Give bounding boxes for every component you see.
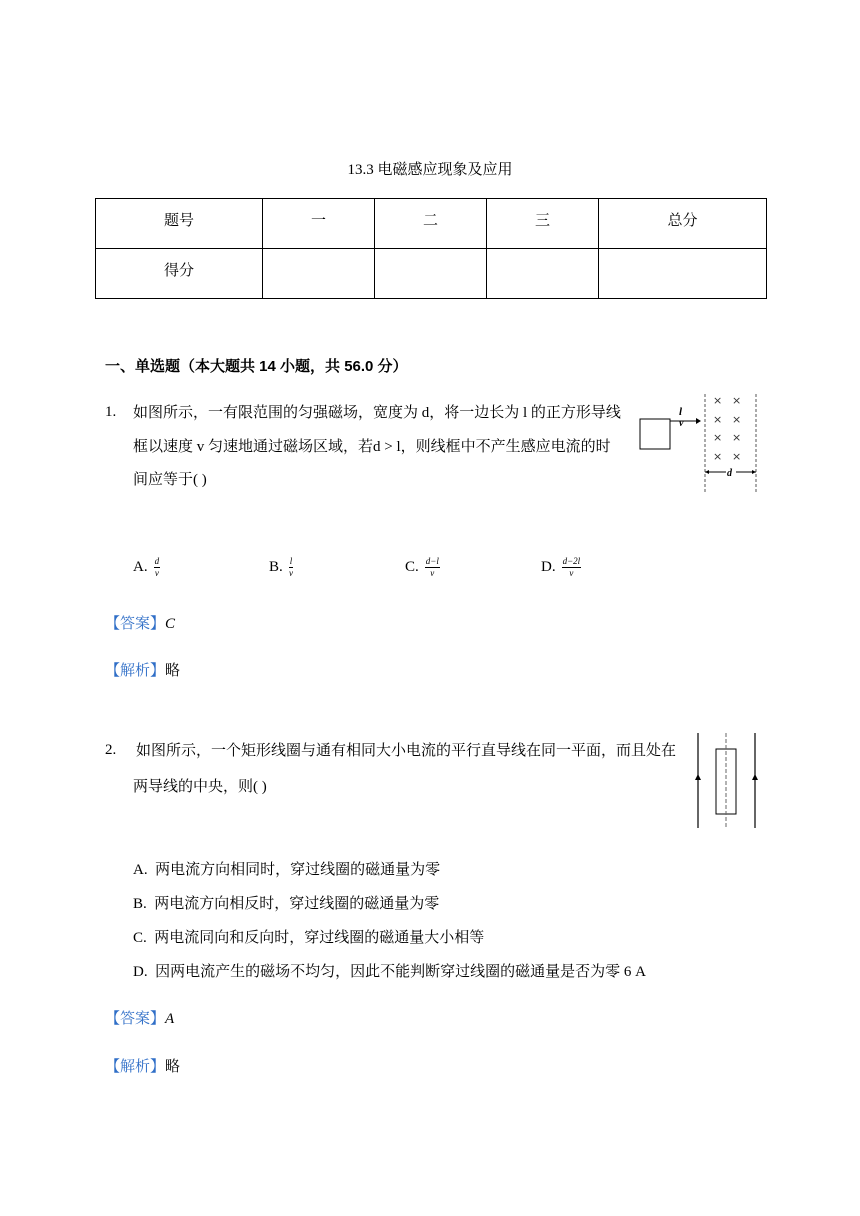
question-2-option-a (133, 858, 440, 879)
answer-label: 【答案】 (105, 616, 166, 632)
left-current-arrow (695, 774, 701, 780)
svg-text:×: × (732, 394, 742, 407)
svg-text:×: × (713, 394, 723, 407)
figure-label-d: d (727, 468, 732, 479)
question-2-line-1: 如图所示，一个矩形线圈与通有相同大小电流的平行直导线在同一平面，而且处在 (136, 743, 677, 759)
score-table-header-row (96, 199, 767, 249)
option-letter: B. (269, 558, 283, 575)
option-letter: C. (405, 558, 419, 575)
question-2-analysis (105, 1055, 180, 1076)
svg-text:×: × (713, 431, 723, 444)
score-header-cell: 一 (263, 199, 375, 249)
score-header-cell: 总分 (599, 199, 767, 249)
question-2-option-c (133, 926, 484, 947)
score-cell (599, 249, 767, 299)
figure-label-l: l (679, 406, 683, 418)
option-letter: C. (133, 930, 147, 946)
option-text: 两电流方向相反时，穿过线圈的磁通量为零 (154, 896, 440, 912)
question-1-line-1: 如图所示，一有限范围的匀强磁场，宽度为 d，将一边长为 l 的正方形导线 (133, 405, 621, 421)
analysis-text: 略 (165, 663, 181, 679)
option-fraction (154, 556, 161, 579)
width-arrow-right (752, 470, 756, 474)
fraction-numerator: d (154, 556, 160, 566)
right-current-arrow (752, 774, 758, 780)
question-1-option-d (541, 556, 581, 579)
question-1-analysis (105, 659, 180, 680)
page-title: 13.3 电磁感应现象及应用 (347, 162, 513, 178)
question-2-option-d (133, 960, 646, 981)
fraction-numerator: d−2l (562, 556, 581, 566)
option-text: 因两电流产生的磁场不均匀，因此不能判断穿过线圈的磁通量是否为零 6 A (155, 964, 646, 980)
svg-text:×: × (732, 413, 742, 426)
question-2-number: 2. (105, 742, 117, 758)
score-header-cell: 三 (487, 199, 599, 249)
score-cell (487, 249, 599, 299)
velocity-arrow-head (696, 418, 701, 424)
score-cell (375, 249, 487, 299)
question-1-number: 1. (105, 404, 117, 420)
width-arrow-left (705, 470, 709, 474)
fraction-denominator: v (569, 568, 574, 578)
answer-value: A (165, 1011, 175, 1027)
question-1-figure (630, 392, 760, 492)
svg-text:×: × (713, 450, 723, 463)
analysis-label: 【解析】 (105, 1059, 166, 1075)
fraction-numerator: l (289, 556, 293, 566)
score-table-score-row (96, 249, 767, 299)
figure-label-v: v (679, 418, 684, 429)
option-text: 两电流方向相同时，穿过线圈的磁通量为零 (155, 862, 441, 878)
option-fraction (562, 556, 582, 579)
analysis-label: 【解析】 (105, 663, 166, 679)
score-header-cell: 二 (375, 199, 487, 249)
score-row-label: 得分 (96, 249, 263, 299)
svg-text:×: × (732, 431, 742, 444)
question-2-option-b (133, 892, 439, 913)
option-letter: D. (541, 558, 556, 575)
analysis-text: 略 (165, 1059, 181, 1075)
fraction-denominator: v (430, 568, 435, 578)
option-letter: A. (133, 558, 148, 575)
score-cell (263, 249, 375, 299)
option-letter: B. (133, 896, 147, 912)
square-coil (640, 419, 670, 449)
option-letter: D. (133, 964, 148, 980)
option-text: 两电流同向和反向时，穿过线圈的磁通量大小相等 (154, 930, 485, 946)
question-1-line-2: 框以速度 v 匀速地通过磁场区域，若d > l，则线框中不产生感应电流的时 (133, 439, 611, 455)
option-fraction (289, 556, 294, 579)
question-1-answer (105, 612, 175, 633)
question-2-figure (690, 730, 762, 830)
answer-value: C (165, 616, 176, 632)
fraction-denominator: v (289, 568, 294, 578)
question-1-option-b (269, 556, 293, 579)
answer-label: 【答案】 (105, 1011, 166, 1027)
question-1-option-c (405, 556, 440, 579)
score-header-cell: 题号 (96, 199, 263, 249)
magnetic-field-marks (713, 394, 741, 463)
svg-text:×: × (713, 413, 723, 426)
question-1-line-3: 间应等于( ) (133, 472, 207, 488)
svg-text:×: × (732, 450, 742, 463)
question-1-option-a (133, 556, 160, 579)
option-fraction (425, 556, 440, 579)
section-heading: 一、单选题（本大题共 14 小题，共 56.0 分） (105, 358, 408, 375)
option-letter: A. (133, 862, 148, 878)
fraction-numerator: d−l (425, 556, 439, 566)
question-2-answer (105, 1007, 174, 1028)
fraction-denominator: v (154, 568, 159, 578)
question-2-line-2: 两导线的中央，则( ) (133, 779, 267, 795)
score-table (95, 198, 767, 299)
